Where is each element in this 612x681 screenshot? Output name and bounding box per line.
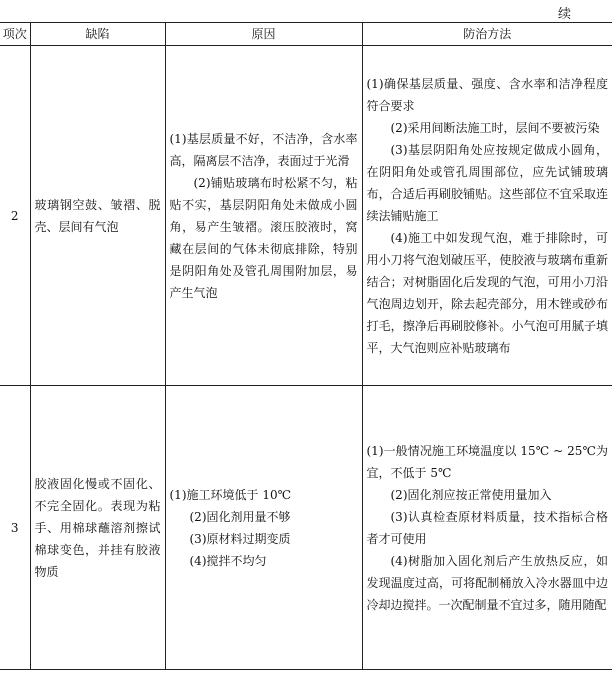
header-item-number: 项次: [0, 23, 30, 46]
header-defect: 缺陷: [30, 23, 165, 46]
method-item: (1)确保基层质量、强度、含水率和洁净程度符合要求: [366, 76, 608, 113]
method-item: (3)认真检查原材料质量，技术指标合格者才可使用: [366, 509, 608, 546]
method-cell: [362, 46, 612, 386]
method-cell: [362, 386, 612, 670]
cause-item: (2)铺贴玻璃布时松紧不匀，粘贴不实，基层阴阳角处未做成小圆角，易产生皱褶。滚压胶液时，窝藏在层间的气体未彻底排除，特别是阴阳角处及管孔周围附加层，易产生气泡: [169, 175, 358, 300]
cause-item: (4)搅拌不均匀: [189, 553, 267, 568]
cause-item: (2)固化剂用量不够: [189, 509, 291, 524]
method-item: (2)采用间断法施工时，层间不要被污染: [390, 120, 600, 135]
table-row: [0, 46, 612, 386]
continued-label: 续: [557, 7, 572, 22]
defect-text: 玻璃钢空鼓、皱褶、脱壳、层间有气泡: [34, 197, 161, 234]
header-cause: 原因: [165, 23, 362, 46]
method-item: (4)树脂加入固化剂后产生放热反应，如发现温度过高，可将配制桶放入冷水器皿中边冷却边搅拌。一次配制量不宜过多，随用随配: [366, 553, 608, 612]
defect-cell: [30, 46, 165, 386]
cause-item: (3)原材料过期变质: [189, 531, 291, 546]
method-item: (1)一般情况施工环境温度以 15℃ ~ 25℃为宜，不低于 5℃: [366, 443, 608, 480]
row-number: 2: [0, 46, 30, 386]
defects-table: [0, 22, 612, 670]
defect-cell: [30, 386, 165, 670]
method-item: (2)固化剂应按正常使用量加入: [390, 487, 552, 502]
defect-text: 胶液固化慢或不固化、不完全固化。表现为粘手、用棉球蘸溶剂擦试棉球变色，并挂有胶液物质: [34, 476, 161, 579]
cause-item: (1)施工环境低于 10℃: [169, 487, 292, 502]
header-prevention: 防治方法: [362, 23, 612, 46]
cause-cell: [165, 386, 362, 670]
row-number: 3: [0, 386, 30, 670]
method-item: (4)施工中如发现气泡，难于排除时，可用小刀将气泡划破压平，使胶液与玻璃布重新结合；对树脂固化后发现的气泡，可用小刀沿气泡周边划开，除去起壳部分，用木锉或砂布打毛，擦净后再刷胶修补。小气泡可用腻子填平，大气泡则应补贴玻璃布: [366, 230, 608, 355]
cause-item: (1)基层质量不好，不洁净，含水率高，隔离层不洁净，表面过于光滑: [169, 131, 358, 168]
table-row: [0, 386, 612, 670]
table-header-row: [0, 23, 612, 46]
cause-cell: [165, 46, 362, 386]
method-item: (3)基层阴阳角处应按规定做成小圆角，在阴阳角处或管孔周围部位，应先试铺玻璃布，合适后再刷胶铺贴。这些部位不宜采取连续法铺贴施工: [366, 142, 608, 223]
